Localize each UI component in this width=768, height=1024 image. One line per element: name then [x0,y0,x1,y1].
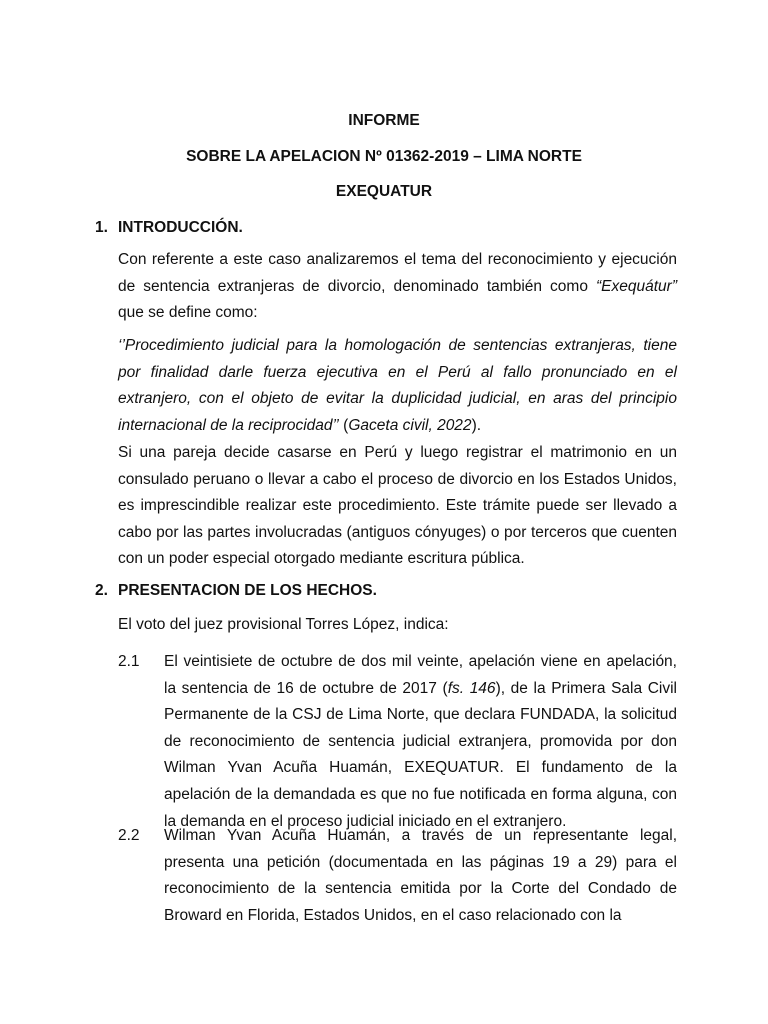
item-text-part: El veintisiete de octubre de dos mil veinte, apelación viene en apelación, la sentencia de 16 de octubre de 2017 ( [164,653,677,697]
section-number: 2. [95,582,108,599]
section-heading-1 [95,218,243,238]
document-subtitle: SOBRE LA APELACION Nº 01362-2019 – LIMA NORTE [186,148,582,165]
definition-quote [118,333,677,439]
citation-close: ). [471,416,482,434]
citation-open: ( [338,416,349,434]
item-text: Wilman Yvan Acuña Huamán, a través de un representante legal, presenta una petición (documentada en las páginas 19 a 29) para el reconocimiento de la sentencia emitida por la Corte del Condado de Broward en Florida, Estados Unidos, en el caso relacionado con la [164,827,677,924]
item-text-part: ), de la Primera Sala Civil Permanente de la CSJ de Lima Norte, que declara FUNDADA, la solicitud de reconocimiento de sentencia judicial extranjera, promovida por don Wilman Yvan Acuña Huamán, EXEQUATUR. El fundamento de la apelación de la demandada es que no fue notificada en forma alguna, con la demanda en el proceso judicial iniciado en el extranjero. [164,679,678,830]
exequatur-term: “Exequátur” [596,277,677,295]
item-number: 2.2 [118,827,140,844]
procedure-paragraph: Si una pareja decide casarse en Perú y luego registrar el matrimonio en un consulado peruano o llevar a cabo el proceso de divorcio en los Estados Unidos, es imprescindible realizar este procedimiento. Este trámite puede ser llevado a cabo por las partes involucradas (antiguos cónyuges) o por terceros que cuenten con un poder especial otorgado mediante escritura pública. [118,444,677,568]
item-number: 2.1 [118,653,140,670]
intro-paragraph [118,247,677,327]
section-heading-2 [95,581,377,601]
intro-text-end: que se define como: [118,304,258,322]
item-text [164,649,677,835]
document-title: INFORME [348,112,420,129]
quote-text: ‘’Procedimiento judicial para la homologación de sentencias extranjeras, tiene por finalidad darle fuerza ejecutiva en el Perú al fallo pronunciado en el extranjero, con el objeto de evitar la duplicidad judicial, en aras del principio internacional de la reciprocidad’’ [118,337,677,434]
section-title: INTRODUCCIÓN. [118,219,243,236]
folio-reference: fs. 146 [447,679,496,697]
citation-source: Gaceta civil, 2022 [348,416,472,434]
facts-lead: El voto del juez provisional Torres López, indica: [118,616,449,633]
section-number: 1. [95,219,108,236]
document-subtitle-2: EXEQUATUR [335,183,433,200]
section-title: PRESENTACION DE LOS HECHOS. [118,582,377,599]
intro-text: Con referente a este caso analizaremos el tema del reconocimiento y ejecución de sentencia extranjeras de divorcio, denominado también como [118,251,677,295]
